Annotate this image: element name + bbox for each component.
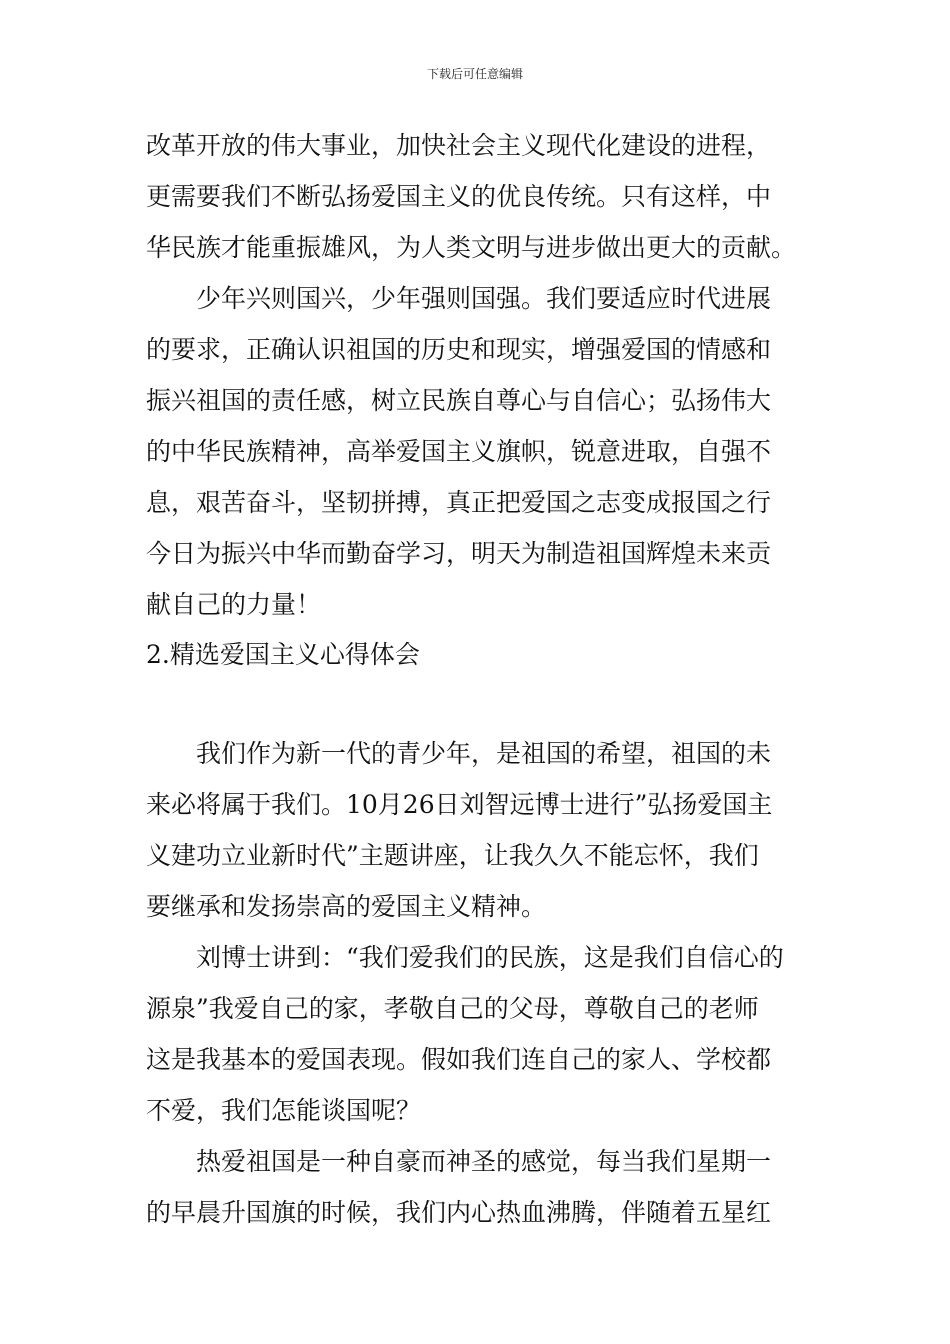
text-line: 刘博士讲到：“我们爱我们的民族，这是我们自信心的 [196,943,784,972]
text-line: 献自己的力量！ [146,590,322,619]
text-line: 不爱，我们怎能谈国呢？ [146,1096,422,1125]
text-line: 的早晨升国旗的时候，我们内心热血沸腾，伴随着五星红 [146,1198,772,1227]
section-heading: 2.精选爱国主义心得体会 [146,640,420,669]
text-line: 华民族才能重振雄风，为人类文明与进步做出更大的贡献。 [146,233,797,262]
text-line: 这是我基本的爱国表现。假如我们连自己的家人、学校都 [146,1045,772,1074]
text-line: 改革开放的伟大事业，加快社会主义现代化建设的进程， [146,131,772,160]
paragraph-5 [146,1136,810,1238]
text-line: 要继承和发扬崇高的爱国主义精神。 [146,892,547,921]
text-line: 的要求，正确认识祖国的历史和现实，增强爱国的情感和 [146,335,772,364]
paragraph-4 [146,932,810,1136]
paragraph-2 [146,273,810,630]
text-line: 更需要我们不断弘扬爱国主义的优良传统。只有这样，中 [146,182,772,211]
text-line: 息，艰苦奋斗，坚韧拼搏，真正把爱国之志变成报国之行 [146,488,772,517]
blank-line [146,679,810,728]
page-header: 下载后可任意编辑 [426,67,523,81]
text-line: 来必将属于我们。10月26日刘智远博士进行”弘扬爱国主 [146,790,773,819]
text-line: 我们作为新一代的青少年，是祖国的希望，祖国的未 [196,739,772,768]
document-body [146,120,810,1238]
text-line: 热爱祖国是一种自豪而神圣的感觉，每当我们星期一 [196,1147,772,1176]
paragraph-3 [146,728,810,932]
text-line: 今日为振兴中华而勤奋学习，明天为制造祖国辉煌未来贡 [146,539,772,568]
text-line: 的中华民族精神，高举爱国主义旗帜，锐意进取，自强不 [146,437,772,466]
text-line: 振兴祖国的责任感，树立民族自尊心与自信心；弘扬伟大 [146,386,772,415]
text-line: 源泉”我爱自己的家，孝敬自己的父母，尊敬自己的老师 [146,994,759,1023]
text-line: 义建功立业新时代”主题讲座，让我久久不能忘怀，我们 [146,841,759,870]
text-line: 少年兴则国兴，少年强则国强。我们要适应时代进展 [196,284,772,313]
paragraph-1 [146,120,810,273]
